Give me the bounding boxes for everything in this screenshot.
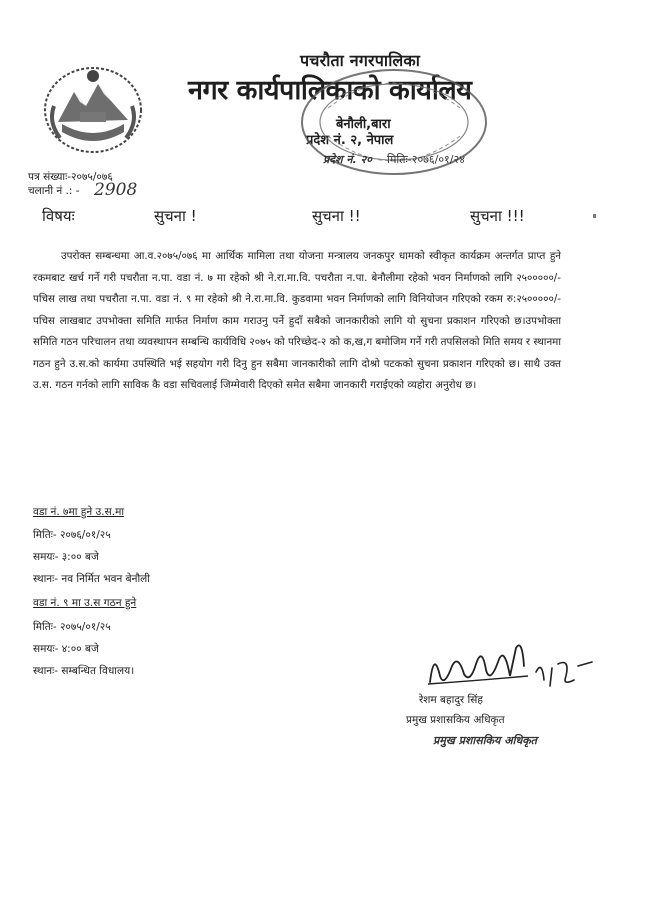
signatory-name: रेशम बहादुर सिंह (419, 694, 483, 706)
ward7-heading: वडा नं. ७मा हुने उ.स.मा (33, 506, 125, 518)
ward7-place: स्थानः- नव निर्मित भवन बेनौली (33, 573, 151, 585)
paper-speck (593, 214, 596, 218)
ward7-time: समयः- ३:०० बजे (33, 551, 99, 563)
office-province: प्रदेश नं. २, नेपाल (306, 133, 394, 148)
patra-sankhya: पत्र संख्याः-२०७५/०७६ (28, 171, 113, 183)
stamp-province: प्रदेश नं. २० (323, 153, 372, 166)
ward7-date: मितिः- २०७६/०१/२५ (33, 529, 111, 541)
signatory-stamp: प्रमुख प्रशासकिय अधिकृत (433, 734, 537, 747)
municipality-name: पचरौता नगरपालिका (300, 51, 421, 70)
ward9-time: समयः- ४:०० बजे (33, 643, 99, 655)
ward9-heading: वडा नं. ९ मा उ.स गठन हुने (33, 597, 137, 609)
ward9-date: मितिः- २०७५/०१/२५ (33, 621, 111, 633)
chalani-label: चलानी नं .: - (28, 185, 80, 197)
ward9-place: स्थानः- सम्बन्धित विधालय। (33, 665, 135, 677)
nepal-emblem-icon (40, 62, 146, 158)
subject-label: विषयः (42, 207, 75, 225)
handwritten-signature (424, 636, 604, 694)
office-title: नगर कार्यपालिकाको कार्यालय (188, 75, 472, 106)
chalani-handwritten-number: 2908 (94, 180, 138, 200)
notice-heading-3: सुचना !!! (470, 207, 525, 225)
notice-heading-1: सुचना ! (154, 207, 197, 225)
letter-date: मितिः-२०७६/०१/२४ (387, 153, 465, 166)
office-town: बेनौली,बारा (336, 117, 391, 132)
notice-heading-2: सुचना !! (312, 207, 361, 225)
signatory-title: प्रमुख प्रशासकिय अधिकृत (406, 714, 505, 726)
notice-body: उपरोक्त सम्बन्धमा आ.व.२०७५/०७६ मा आर्थिक मामिला तथा योजना मन्त्रालय जनकपुर धामको स्वीकृत कार्यक्रम अन्तर्गत प्राप्त हुने रकमबाट खर्च गर्ने गरी पचरौता न.पा. वडा नं. ७ मा रहेको श्री ने.रा.मा.वि. पचरौता न.पा. बेनौलीमा रहेको भवन निर्माणको लागि २५०००००/- पचिस लाख तथा पचरौता न.पा. वडा नं. ९ मा रहेको श्री ने.रा.मा.वि. कुडवामा भवन निर्माणको लागि विनियोजन गरिएको रकम रु:२५०००००/- पचिस लाखबाट उपभोक्ता समिति मार्फत निर्माण काम गराउनु पर्ने हुदाँ सबैको जानकारीको लागि यो सुचना प्रकाशन गरिएको छ।उपभोक्ता समिति गठन परिचालन तथा व्यवस्थापन सम्बन्धि कार्यविधि २०७५ को परिच्छेद-२ को क,ख,ग बमोजिम गर्ने गरी तपसिलको मिति समय र स्थानमा गठन हुने उ.स.को कार्यमा उपस्थिति भई सहयोग गरी दिनु हुन सबैमा जानकारीको लागि दोश्रो पटकको सुचना प्रकाशन गरिएको छ। साथै उक्त उ.स. गठन गर्नको लागि साविक कै वडा सचिवलाई जिम्मेवारी दिएको समेत सबैमा जानकारी गराईएको व्यहोरा अनुरोध छ। (33, 250, 561, 391)
